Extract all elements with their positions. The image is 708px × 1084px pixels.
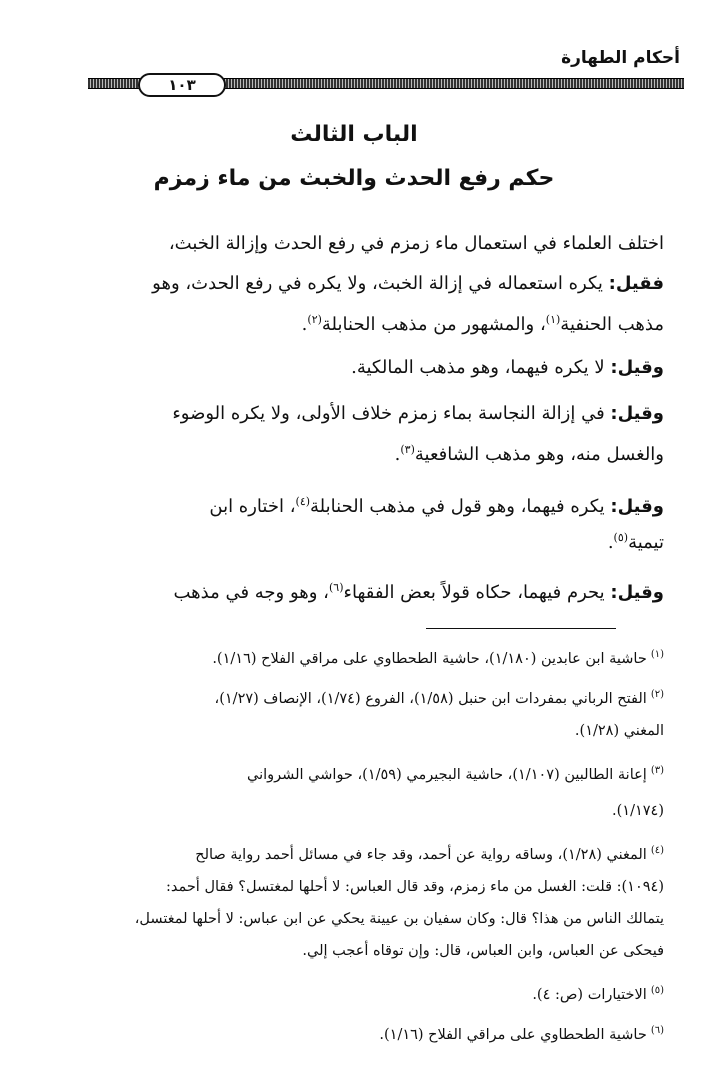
opinion-3-line-2: والغسل منه، وهو مذهب الشافعية$^{(٣)}$. [394, 443, 664, 465]
page-number: ١٠٣ [138, 73, 226, 97]
opinion-5-line-1: وقيل: يحرم فيهما، حكاه قولاً بعض الفقهاء$^{(٦)}$، وهو وجه في مذهب [173, 581, 664, 603]
opinion-4-line-1: وقيل: يكره فيهما، وهو قول في مذهب الحنابلة$^{(٤)}$، اختاره ابن [209, 495, 664, 517]
opinion-lead: وقيل: [610, 582, 664, 603]
chapter-title: الباب الثالث [290, 122, 418, 147]
opinion-lead: وقيل: [610, 403, 664, 424]
opinion-lead: فقيل: [608, 273, 664, 294]
footnote-ref[interactable]: (١) [545, 313, 561, 326]
footnote-4-cont: (١٠٩٤): قلت: الغسل من ماء زمزم، وقد قال العباس: لا أحلها لمغتسل؟ فقال أحمد: [165, 879, 664, 895]
running-title: أحكام الطهارة [561, 48, 680, 68]
footnote-4: $^{(٤)}$المغني (١/٢٨)، وساقه رواية عن أحمد، وقد جاء في مسائل أحمد رواية صالح [195, 845, 664, 863]
intro-line: اختلف العلماء في استعمال ماء زمزم في رفع الحدث وإزالة الخبث، [168, 233, 664, 254]
body-text [24, 226, 664, 606]
footnote-4-cont: فيحكى عن العباس، وابن العباس، قال: وإن توقاه أعجب إلي. [302, 943, 664, 959]
footnote-separator [426, 628, 616, 629]
opinion-lead: وقيل: [610, 496, 664, 517]
opinion-2-line: وقيل: لا يكره فيهما، وهو مذهب المالكية. [351, 357, 664, 378]
chapter-subtitle: حكم رفع الحدث والخبث من ماء زمزم [153, 166, 555, 191]
footnote-ref[interactable]: (٤) [295, 495, 311, 508]
footnote-1: $^{(١)}$حاشية ابن عابدين (١/١٨٠)، حاشية الطحطاوي على مراقي الفلاح (١/١٦). [212, 649, 664, 667]
opinion-lead: وقيل: [610, 357, 664, 378]
footnote-2: $^{(٢)}$الفتح الرباني بمفردات ابن حنبل (١/٥٨)، الفروع (١/٧٤)، الإنصاف (١/٢٧)، [214, 689, 664, 707]
opinion-4-line-2: تيمية$^{(٥)}$. [607, 531, 664, 553]
footnote-6: $^{(٦)}$حاشية الطحطاوي على مراقي الفلاح (١/١٦). [379, 1025, 664, 1043]
footnote-ref[interactable]: (٥) [613, 531, 629, 544]
footnote-4-cont: يتمالك الناس من هذا؟ قال: وكان سفيان بن عيينة يحكي عن ابن عباس: لا أحلها لمغتسل، [134, 911, 664, 927]
footnote-ref[interactable]: (٣) [400, 443, 415, 456]
footnote-ref[interactable]: (٦) [328, 581, 344, 594]
footnote-ref[interactable]: (٢) [307, 313, 322, 326]
footnote-3-cont: (١/١٧٤). [612, 803, 664, 819]
opinion-3-line-1: وقيل: في إزالة النجاسة بماء زمزم خلاف الأولى، ولا يكره الوضوء [172, 403, 664, 424]
opinion-1-line-1: فقيل: يكره استعماله في إزالة الخبث، ولا يكره في رفع الحدث، وهو [152, 273, 664, 294]
footnote-2-cont: المغني (١/٢٨). [574, 723, 664, 739]
opinion-1-line-2: مذهب الحنفية$^{(١)}$، والمشهور من مذهب الحنابلة$^{(٢)}$. [301, 313, 664, 335]
footnote-3: $^{(٣)}$إعانة الطالبين (١/١٠٧)، حاشية البجيرمي (١/٥٩)، حواشي الشرواني [247, 765, 664, 783]
footnotes [24, 640, 664, 1060]
footnote-5: $^{(٥)}$الاختيارات (ص: ٤). [532, 985, 664, 1003]
